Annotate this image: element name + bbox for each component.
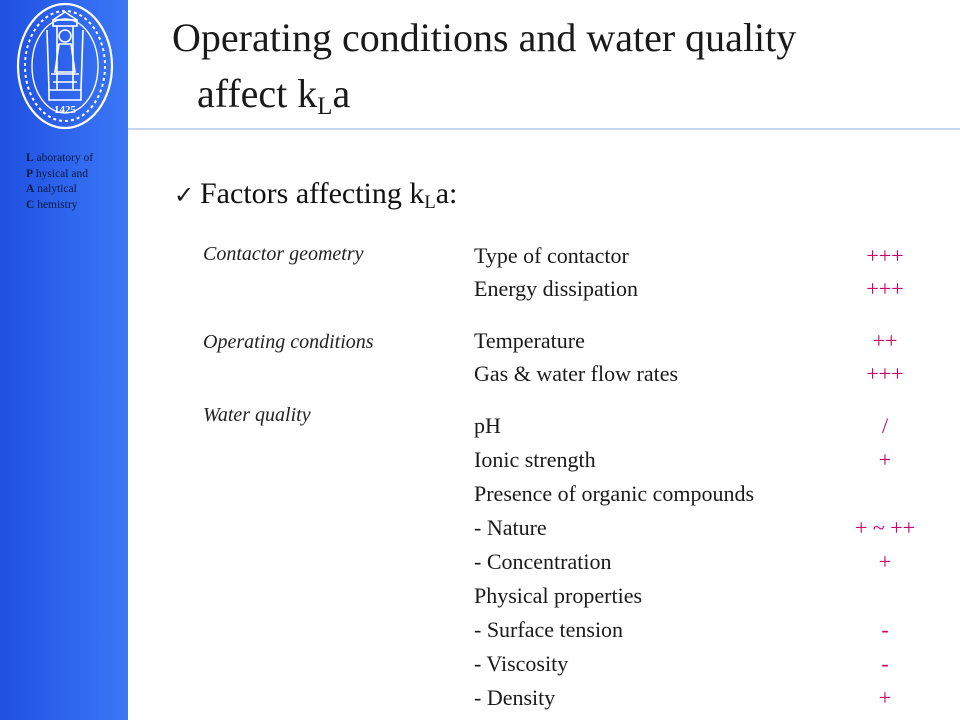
category-operating-conditions: Operating conditions [203, 331, 374, 353]
factor-rating: + [878, 447, 892, 472]
lab-line: L aboratory of [26, 152, 94, 164]
factor-label: - Viscosity [474, 651, 569, 676]
factor-label: - Surface tension [474, 617, 624, 642]
factor-label: - Nature [474, 515, 547, 540]
factor-label: Temperature [474, 328, 585, 353]
category-contactor-geometry: Contactor geometry [203, 243, 364, 265]
seal-year: 1425 [54, 104, 76, 116]
factor-rating: + [878, 549, 892, 574]
factor-rating: - [881, 651, 889, 676]
factor-rating: +++ [866, 276, 904, 301]
lab-name [26, 151, 93, 213]
slide-title-line-1: Operating conditions and water quality [172, 15, 797, 60]
factor-label: Gas & water flow rates [474, 361, 679, 386]
lab-line: C hemistry [26, 198, 78, 211]
sidebar [0, 0, 128, 720]
category-water-quality: Water quality [203, 404, 311, 426]
factor-rating: +++ [866, 361, 904, 386]
slide-title-line-2: affect $k_La$ [197, 71, 351, 120]
factor-rating: / [881, 413, 889, 438]
lab-line: A nalytical [26, 183, 77, 195]
check-icon: ✓ [174, 181, 195, 209]
factor-label: Ionic strength [474, 447, 596, 472]
factor-rating: +++ [866, 243, 904, 268]
university-seal-logo [13, 0, 117, 136]
factor-rating: + [878, 685, 892, 710]
factor-label: pH [474, 413, 501, 438]
factor-rating: + ~ ++ [854, 515, 916, 540]
factor-label: - Density [474, 685, 556, 710]
bullet-heading: ✓ Factors affecting $k_La$: [174, 177, 458, 214]
factor-rating: - [881, 617, 889, 642]
factor-label: - Concentration [474, 549, 612, 574]
factor-label: Physical properties [474, 583, 643, 608]
factor-label: Type of contactor [474, 243, 629, 268]
factor-label: Energy dissipation [474, 276, 638, 301]
lab-line: P hysical and [26, 167, 88, 180]
factor-rating: ++ [872, 328, 898, 353]
title-divider [128, 128, 960, 130]
factor-label: Presence of organic compounds [474, 481, 755, 506]
